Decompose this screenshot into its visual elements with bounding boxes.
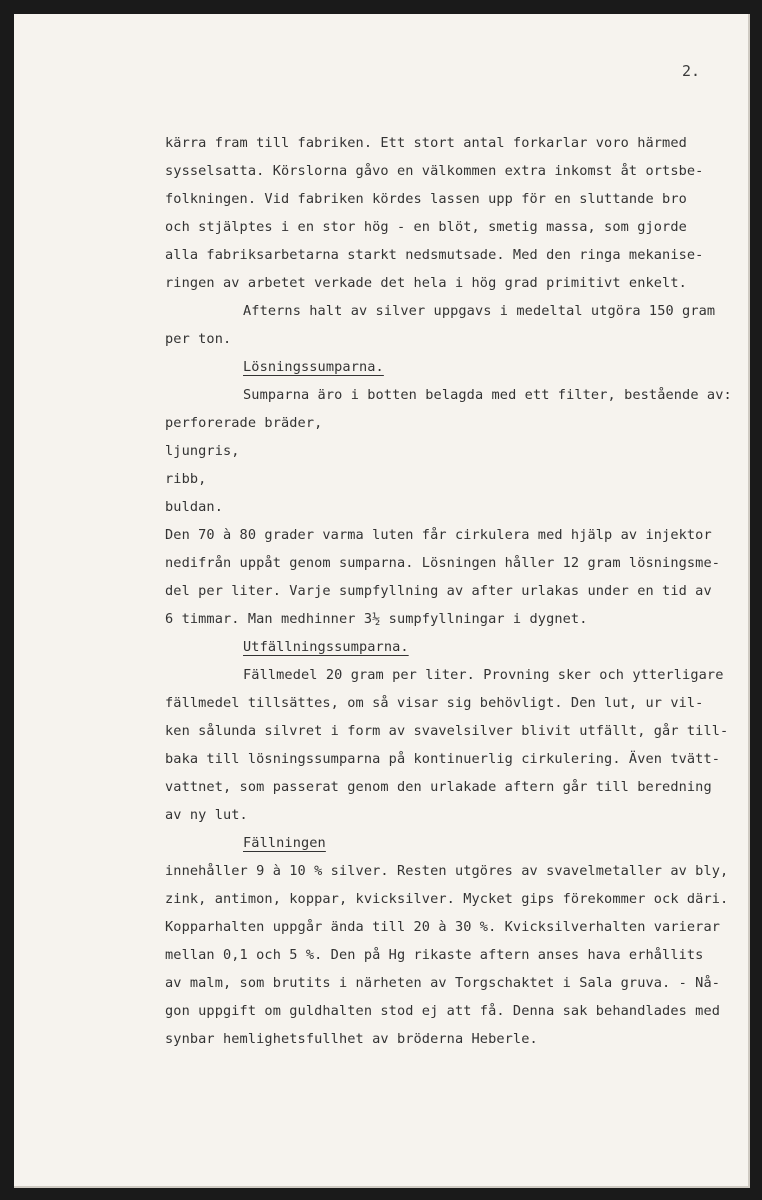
text-line: Fällmedel 20 gram per liter. Provning sker och ytterligare bbox=[243, 667, 724, 683]
text-line: synbar hemlighetsfullhet av bröderna Heberle. bbox=[165, 1031, 538, 1047]
text-line: ken sålunda silvret i form av svavelsilver blivit utfällt, går till- bbox=[165, 723, 729, 739]
section-heading-losningssumparna: Lösningssumparna. bbox=[243, 359, 384, 375]
text-line: Kopparhalten uppgår ända till 20 à 30 %. Kvicksilverhalten varierar bbox=[165, 919, 721, 935]
text-line: zink, antimon, koppar, kvicksilver. Mycket gips förekommer ock däri. bbox=[165, 891, 729, 907]
section-heading-fallningen: Fällningen bbox=[243, 835, 326, 851]
text-line: innehåller 9 à 10 % silver. Resten utgöres av svavelmetaller av bly, bbox=[165, 863, 729, 879]
text-line: 6 timmar. Man medhinner 3½ sumpfyllningar i dygnet. bbox=[165, 611, 588, 627]
list-item: buldan. bbox=[165, 499, 223, 515]
list-item: perforerade bräder, bbox=[165, 415, 323, 431]
text-line: och stjälptes i en stor hög - en blöt, smetig massa, som gjorde bbox=[165, 219, 687, 235]
text-line: alla fabriksarbetarna starkt nedsmutsade. Med den ringa mekanise- bbox=[165, 247, 704, 263]
text-line: Afterns halt av silver uppgavs i medeltal utgöra 150 gram bbox=[243, 303, 716, 319]
text-line: folkningen. Vid fabriken kördes lassen upp för en sluttande bro bbox=[165, 191, 687, 207]
text-line: mellan 0,1 och 5 %. Den på Hg rikaste aftern anses hava erhållits bbox=[165, 947, 704, 963]
list-item: ribb, bbox=[165, 471, 207, 487]
page-number: 2. bbox=[682, 62, 701, 80]
text-line: fällmedel tillsättes, om så visar sig behövligt. Den lut, ur vil- bbox=[165, 695, 704, 711]
text-line: nedifrån uppåt genom sumparna. Lösningen håller 12 gram lösningsme- bbox=[165, 555, 721, 571]
text-line: ringen av arbetet verkade det hela i hög grad primitivt enkelt. bbox=[165, 275, 687, 291]
text-line: Den 70 à 80 grader varma luten får cirkulera med hjälp av injektor bbox=[165, 527, 712, 543]
text-line: baka till lösningssumparna på kontinuerlig cirkulering. Även tvätt- bbox=[165, 751, 721, 767]
text-line: av malm, som brutits i närheten av Torgschaktet i Sala gruva. - Nå- bbox=[165, 975, 721, 991]
document-page bbox=[14, 14, 750, 1188]
text-line: av ny lut. bbox=[165, 807, 248, 823]
text-line: del per liter. Varje sumpfyllning av after urlakas under en tid av bbox=[165, 583, 712, 599]
text-line: sysselsatta. Körslorna gåvo en välkommen extra inkomst åt ortsbe- bbox=[165, 163, 704, 179]
text-line: per ton. bbox=[165, 331, 232, 347]
section-heading-utfallningssumparna: Utfällningssumparna. bbox=[243, 639, 409, 655]
text-line: vattnet, som passerat genom den urlakade aftern går till beredning bbox=[165, 779, 712, 795]
list-item: ljungris, bbox=[165, 443, 240, 459]
text-line: Sumparna äro i botten belagda med ett filter, bestående av: bbox=[243, 387, 732, 403]
text-line: gon uppgift om guldhalten stod ej att få. Denna sak behandlades med bbox=[165, 1003, 721, 1019]
text-line: kärra fram till fabriken. Ett stort antal forkarlar voro härmed bbox=[165, 135, 687, 151]
